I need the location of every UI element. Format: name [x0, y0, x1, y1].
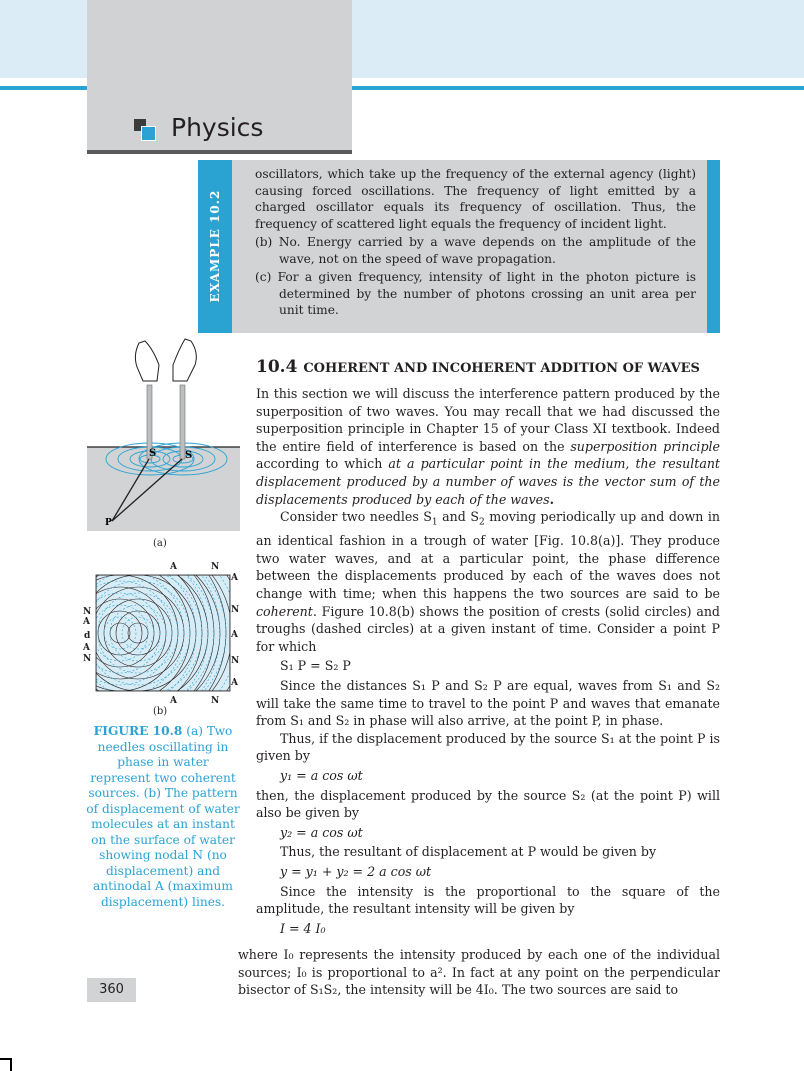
example-para-a: oscillators, which take up the frequency of the external agency (light) causing forced oscillations. The frequency of light emitted by a charged oscillator equals its frequency of oscillation. Thus, the frequency of scattered light equals the frequency of incident light.: [255, 167, 696, 231]
top-antinode-label: A: [170, 562, 177, 572]
header-rule: [87, 150, 352, 154]
crop-mark-bottom-left-v: [10, 1058, 12, 1071]
example-para-c: (c) For a given frequency, intensity of light in the photon picture is determined by the number of photons crossing an unit area per unit time.: [255, 270, 696, 317]
equation-1: S₁ P = S₂ P: [280, 658, 351, 674]
p2-italic: coherent: [256, 603, 313, 619]
page-number: 360: [99, 982, 124, 997]
point-p-label: P: [105, 518, 112, 528]
paragraph-3: Since the distances S₁ P and S₂ P are equal, waves from S₁ and S₂ will take the same time to travel to the point P and waves that emanate from S₁ and S₂ in phase will also arrive, at the point P, in phase.: [256, 678, 720, 729]
source-1-label: S: [149, 448, 157, 459]
section-tail: [238, 946, 720, 999]
paragraph-5: then, the displacement produced by the source S₂ (at the point P) will also be given by: [256, 787, 720, 821]
p1-italic-2: at a particular point in the medium, the resultant displacement produced by a number of waves is the vector sum of the displacements produced by each of the waves: [256, 456, 720, 507]
figure-needles-illustration: [87, 335, 240, 531]
right-label-5: A: [231, 678, 238, 688]
bottom-node-label: N: [211, 696, 220, 706]
p2-text-d: . Figure 10.8(b) shows the position of crests (solid circles) and troughs (dashed circles) at a given instant of time. Consider a point P for which: [256, 603, 720, 654]
left-label-4: A: [83, 643, 90, 653]
p2-text-a: Consider two needles S: [280, 509, 432, 525]
paragraph-7: Since the intensity is the proportional to the square of the amplitude, the resultant intensity will be given by: [256, 883, 720, 917]
example-right-bar: [707, 160, 720, 333]
paragraph-6: Thus, the resultant of displacement at P would be given by: [280, 844, 657, 860]
figure-caption: [86, 724, 240, 910]
left-label-5: N: [83, 654, 92, 664]
equation-2: y₁ = a cos ωt: [280, 767, 363, 783]
paragraph-4: Thus, if the displacement produced by the source S₁ at the point P is given by: [256, 730, 720, 764]
caption-text: (a) Two needles oscillating in phase in water represent two coherent sources. (b) The pattern of displacement of water molecules at an instant on the surface of water showing nodal N (no displacement) and antinodal A (maximum displacement) lines.: [86, 724, 240, 909]
example-text: [255, 166, 696, 321]
left-label-2: A: [83, 617, 90, 627]
p1-italic-1: superposition principle: [570, 438, 720, 454]
top-node-label: N: [211, 562, 220, 572]
section-heading: [256, 357, 700, 377]
equation-3: y₂ = a cos ωt: [280, 824, 363, 840]
right-label-2: N: [231, 605, 240, 615]
example-para-b: (b) No. Energy carried by a wave depends on the amplitude of the wave, not on the speed of wave propagation.: [255, 235, 696, 266]
equation-5: I = 4 I₀: [280, 920, 326, 936]
p1-text-b: according to which: [256, 456, 389, 472]
p2-text-b: and S: [437, 509, 479, 525]
paragraph-8: where I₀ represents the intensity produced by each one of the individual sources; I₀ is proportional to a². In fact at any point on the perpendicular bisector of S₁S₂, the intensity will be 4I₀. The two sources are said to: [238, 947, 720, 998]
left-label-3: d: [84, 631, 91, 641]
book-title: Physics: [171, 113, 264, 142]
right-label-3: A: [231, 630, 238, 640]
section-body: [256, 385, 720, 939]
p1-text-a: In this section we will discuss the interference pattern produced by the superposition of two waves. You may recall that we had discussed the superposition principle in Chapter 15 of your Class XI textbook. Indeed the entire field of interference is based on the: [256, 386, 720, 454]
paragraph-1: [256, 385, 720, 508]
book-logo-icon: [134, 119, 156, 141]
paragraph-2: Consider two needles $S_1$ and $S_2$ moving periodically up and down in an identical fashion in a trough of water [Fig. 10.8(a)]. They produce two water waves, and at a particular point, the phase difference between the displacements produced by each of the waves does not change with time; when this happens the two sources are said to be coherent. Figure 10.8(b) shows the position of crests (solid circles) and troughs (dashed circles) at a given instant of time. Consider a point P for which: [256, 509, 721, 654]
figure-b-label: (b): [153, 706, 168, 717]
figure-interference-pattern: [80, 555, 242, 720]
right-label-4: N: [231, 656, 240, 666]
bottom-antinode-label: A: [170, 696, 177, 706]
section-title: COHERENT AND INCOHERENT ADDITION OF WAVES: [303, 361, 700, 376]
figure-a-label: (a): [153, 538, 167, 549]
left-label-1: N: [83, 607, 92, 617]
right-label-1: A: [231, 573, 238, 583]
equation-4: y = y₁ + y₂ = 2 a cos ωt: [280, 863, 432, 879]
example-label: EXAMPLE 10.2: [208, 189, 222, 303]
p1-text-c: .: [549, 491, 554, 507]
p2-text-c: moving periodically up and down in an identical fashion in a trough of water [Fig. 10.8(a)]. They produce two water waves, and at a particular point, the phase difference between the displacements produced by each of the waves does not change with time; when this happens the two sources are said to be: [256, 509, 721, 602]
caption-title: FIGURE 10.8: [93, 724, 183, 738]
source-2-label: S: [185, 450, 193, 461]
section-number: 10.4: [256, 357, 298, 377]
